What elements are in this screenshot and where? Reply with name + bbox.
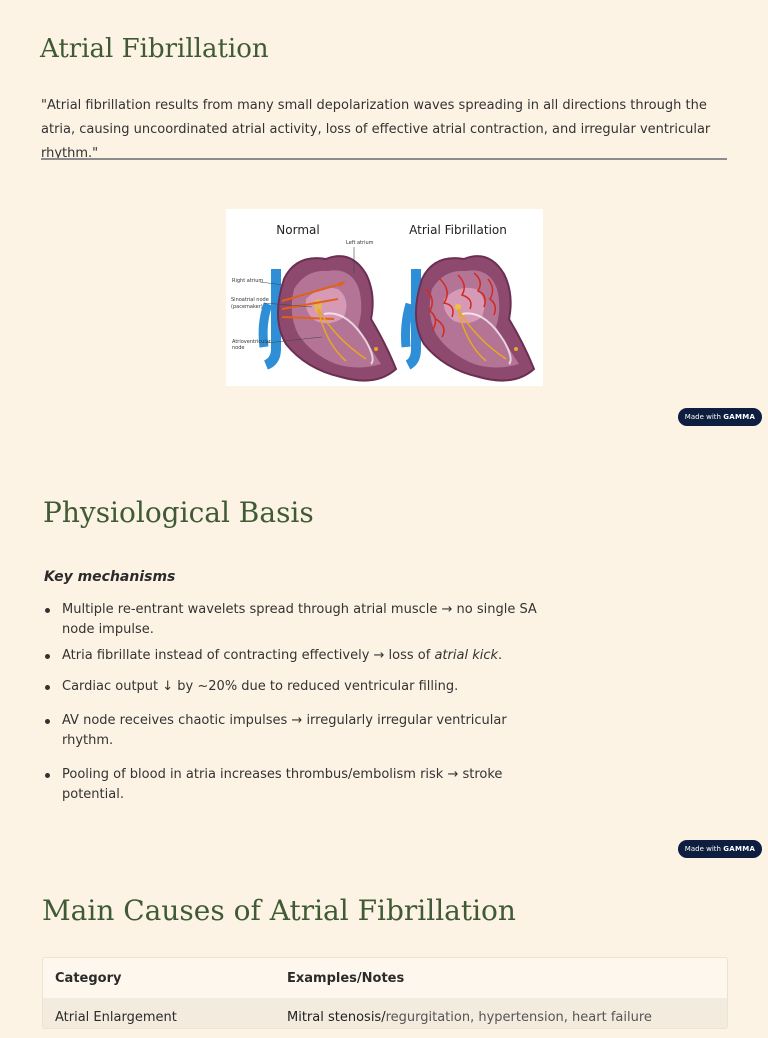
badge-brand: GAMMA [723, 845, 756, 853]
section-title-physiological-basis: Physiological Basis [43, 496, 314, 529]
label-av-node: Atrioventricular [232, 339, 271, 345]
key-mechanisms-subhead: Key mechanisms [44, 569, 176, 585]
mechanisms-list [44, 600, 544, 805]
list-item-text: Atria fibrillate instead of contracting effectively → loss of [62, 648, 435, 663]
label-pacemaker: (pacemaker) [231, 304, 263, 310]
section-title-main-causes: Main Causes of Atrial Fibrillation [42, 894, 516, 927]
examples-lead: Mitral stenosis/ [287, 1010, 386, 1025]
table-cell-category: Atrial Enlargement [55, 1010, 177, 1025]
column-header-category: Category [55, 971, 122, 986]
examples-rest: regurgitation, hypertension, heart failure [385, 1010, 652, 1025]
label-normal: Normal [276, 223, 320, 237]
list-item-text-end: . [498, 648, 503, 663]
definition-quote: "Atrial fibrillation results from many small depolarization waves spreading in all directions through the atria, causing uncoordinated atrial activity, loss of effective atrial contraction, and irregular ventricular rhythm." [41, 98, 711, 161]
label-left-atrium: Left atrium [346, 240, 374, 246]
page-title: Atrial Fibrillation [40, 34, 269, 64]
badge-brand: GAMMA [723, 413, 756, 421]
list-item [44, 646, 544, 666]
heart-diagram-svg [226, 209, 543, 386]
list-item: Multiple re-entrant wavelets spread through atrial muscle → no single SA node impulse. [44, 600, 544, 640]
normal-heart [231, 240, 396, 381]
label-node: node [232, 345, 245, 351]
table-header-row [43, 958, 727, 998]
list-item: Pooling of blood in atria increases thrombus/embolism risk → stroke potential. [44, 765, 544, 805]
heart-illustration [226, 209, 543, 386]
badge-prefix: Made with [684, 413, 721, 421]
causes-table [42, 957, 728, 1029]
divider [41, 158, 727, 160]
atrial-kick-emphasis: atrial kick [434, 648, 499, 663]
made-with-gamma-badge[interactable] [678, 408, 762, 426]
badge-prefix: Made with [684, 845, 721, 853]
label-atrial-fibrillation: Atrial Fibrillation [409, 223, 507, 237]
made-with-gamma-badge[interactable] [678, 840, 762, 858]
column-header-examples: Examples/Notes [287, 971, 405, 986]
list-item: AV node receives chaotic impulses → irregularly irregular ventricular rhythm. [44, 711, 544, 751]
label-sa-node: Sinoatrial node [231, 297, 269, 303]
label-right-atrium: Right atrium [232, 278, 264, 284]
list-item: Cardiac output ↓ by ~20% due to reduced ventricular filling. [44, 677, 544, 697]
af-heart [406, 256, 535, 380]
